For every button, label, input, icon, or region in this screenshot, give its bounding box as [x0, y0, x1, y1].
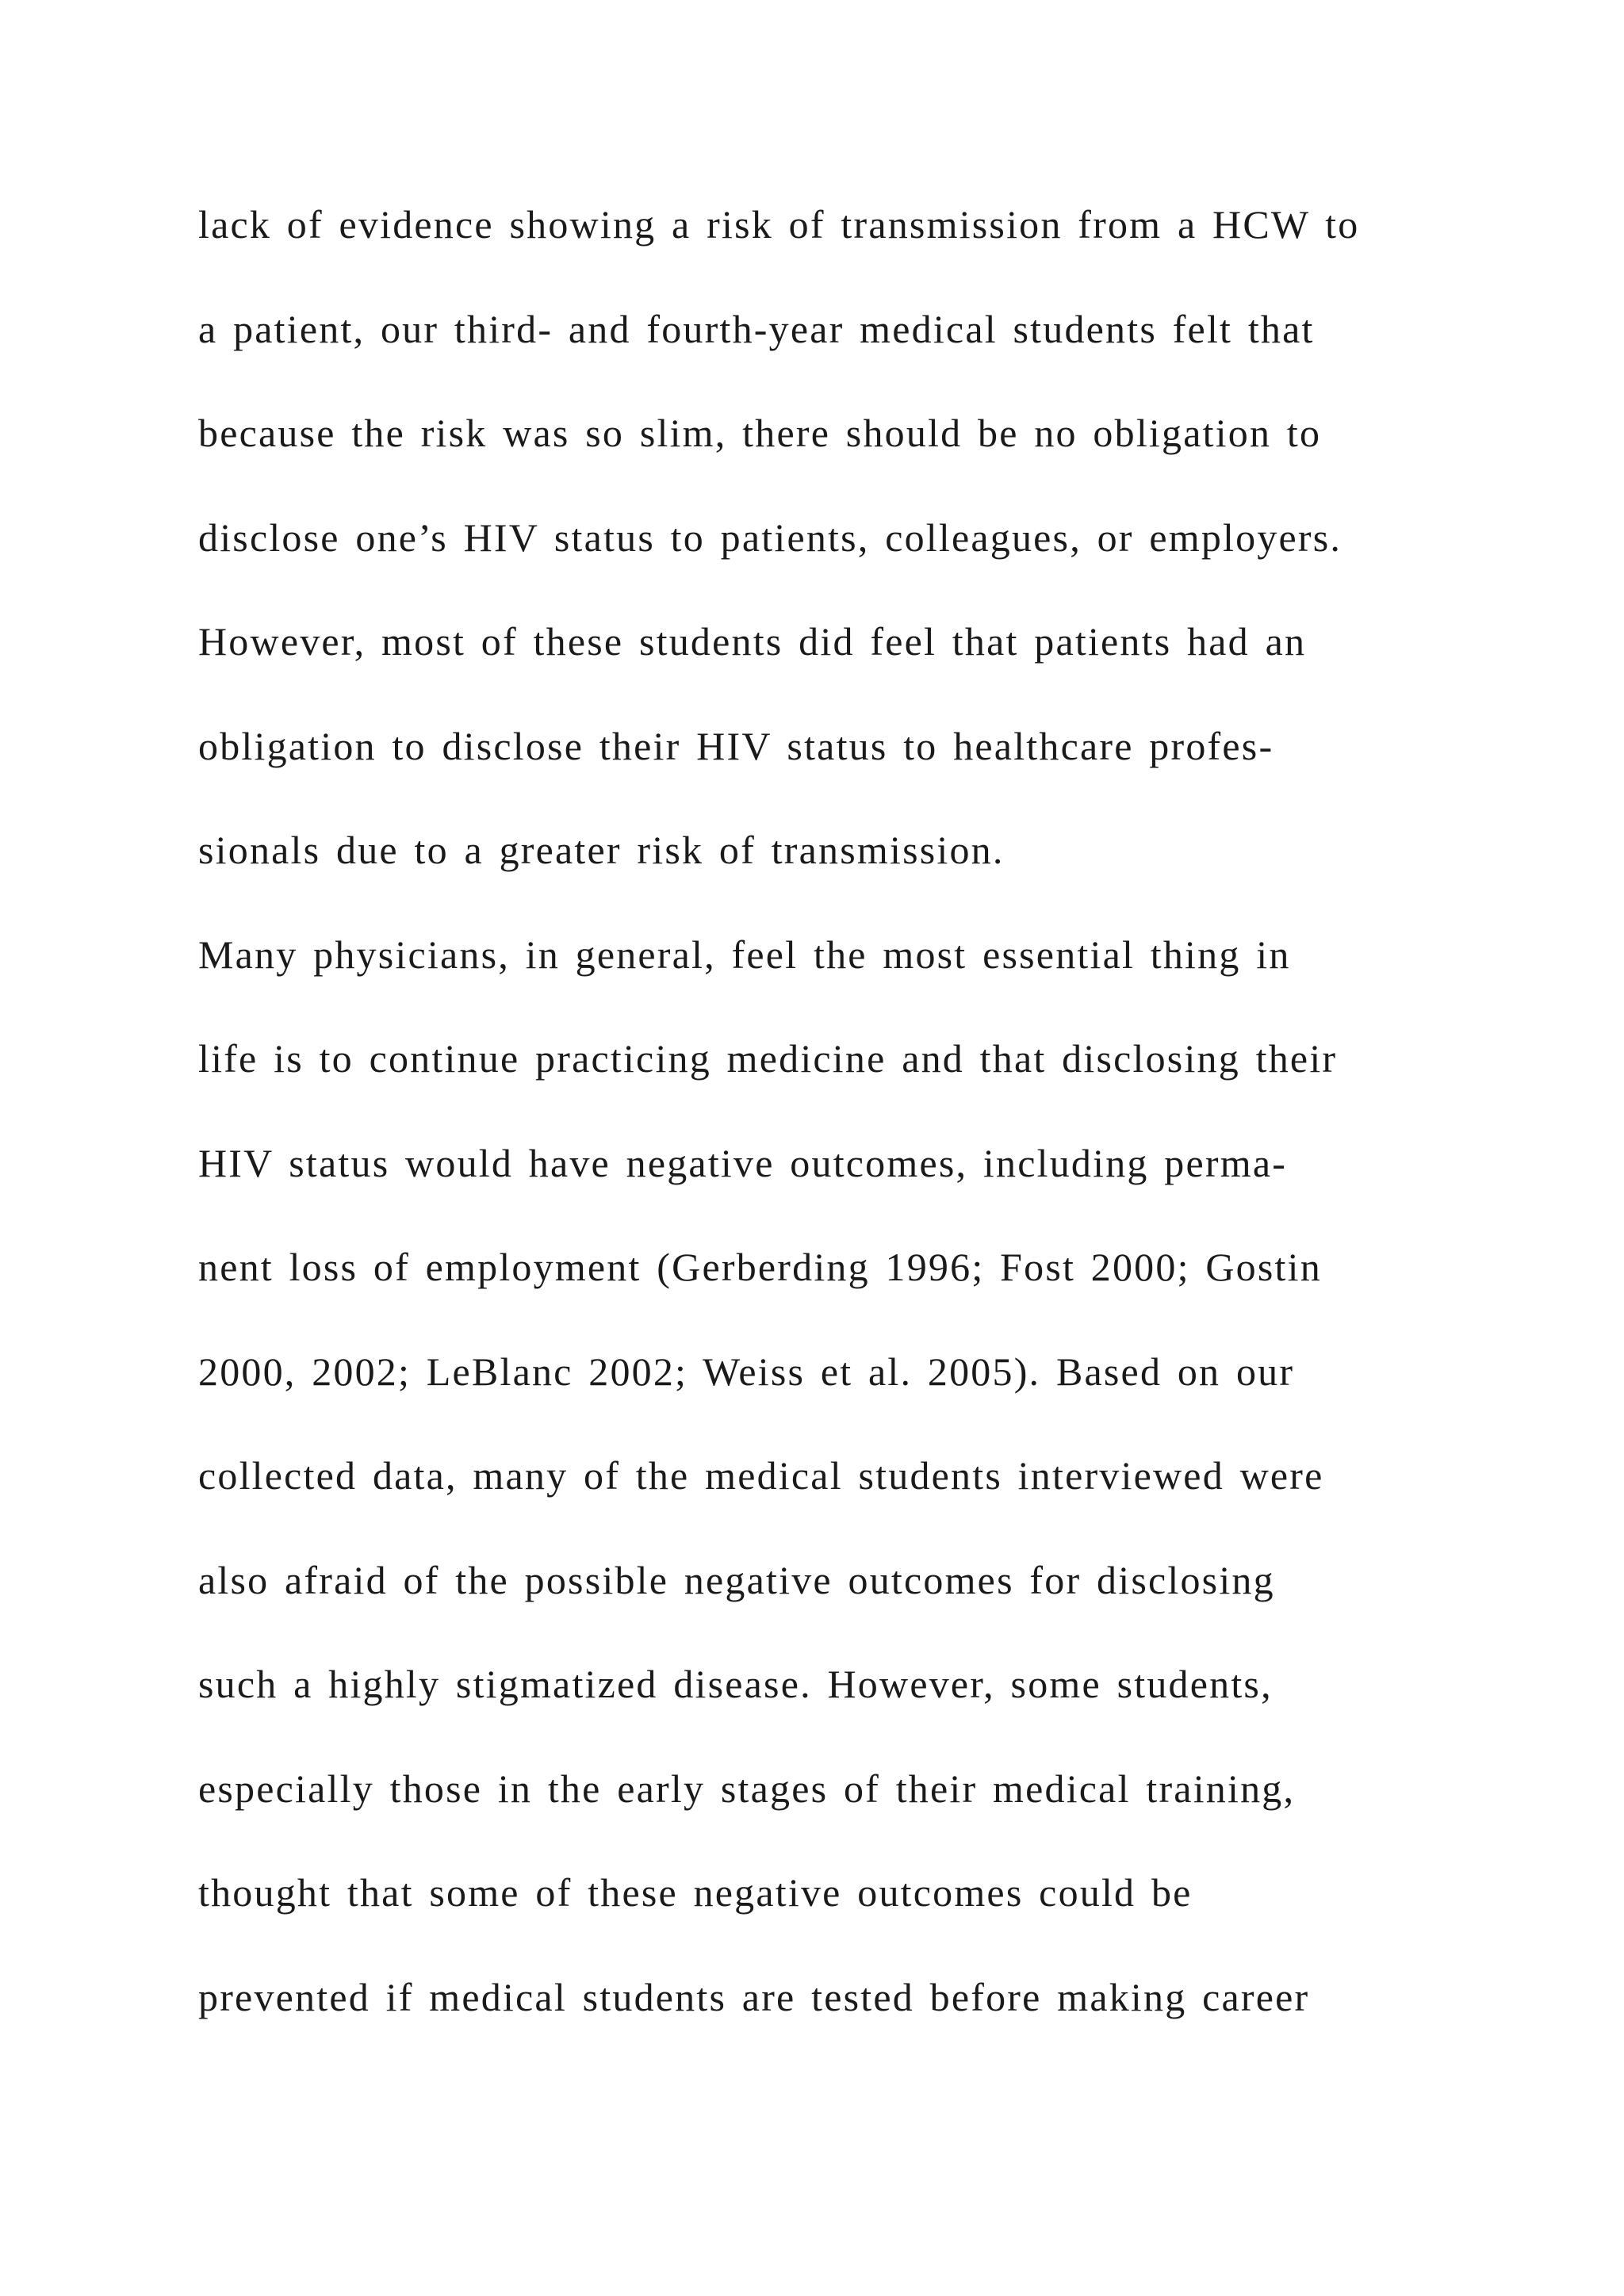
text-line: such a highly stigmatized disease. However, some students, [198, 1662, 1273, 1706]
text-line: sionals due to a greater risk of transmission. [198, 828, 1005, 872]
body-text [198, 190, 1467, 2067]
text-line: a patient, our third- and fourth-year medical students felt that [198, 306, 1315, 351]
text-line: because the risk was so slim, there should be no obligation to [198, 411, 1322, 455]
text-line: disclose one’s HIV status to patients, colleagues, or employers. [198, 515, 1342, 560]
text-line: life is to continue practicing medicine and that disclosing their [198, 1036, 1338, 1081]
text-line: However, most of these students did feel that patients had an [198, 619, 1307, 664]
text-line: lack of evidence showing a risk of transmission from a HCW to [198, 202, 1360, 247]
text-line: collected data, many of the medical students interviewed were [198, 1453, 1324, 1498]
text-line: Many physicians, in general, feel the most essential thing in [198, 932, 1291, 977]
text-line: also afraid of the possible negative outcomes for disclosing [198, 1557, 1275, 1602]
text-line: prevented if medical students are tested before making career [198, 1974, 1310, 2019]
text-line: HIV status would have negative outcomes, including perma- [198, 1140, 1288, 1185]
text-line: thought that some of these negative outcomes could be [198, 1870, 1193, 1915]
text-line: nent loss of employment (Gerberding 1996; Fost 2000; Gostin [198, 1245, 1322, 1289]
text-line: 2000, 2002; LeBlanc 2002; Weiss et al. 2005). Based on our [198, 1349, 1295, 1394]
text-line: obligation to disclose their HIV status to healthcare profes- [198, 723, 1274, 768]
text-line: especially those in the early stages of their medical training, [198, 1766, 1296, 1811]
